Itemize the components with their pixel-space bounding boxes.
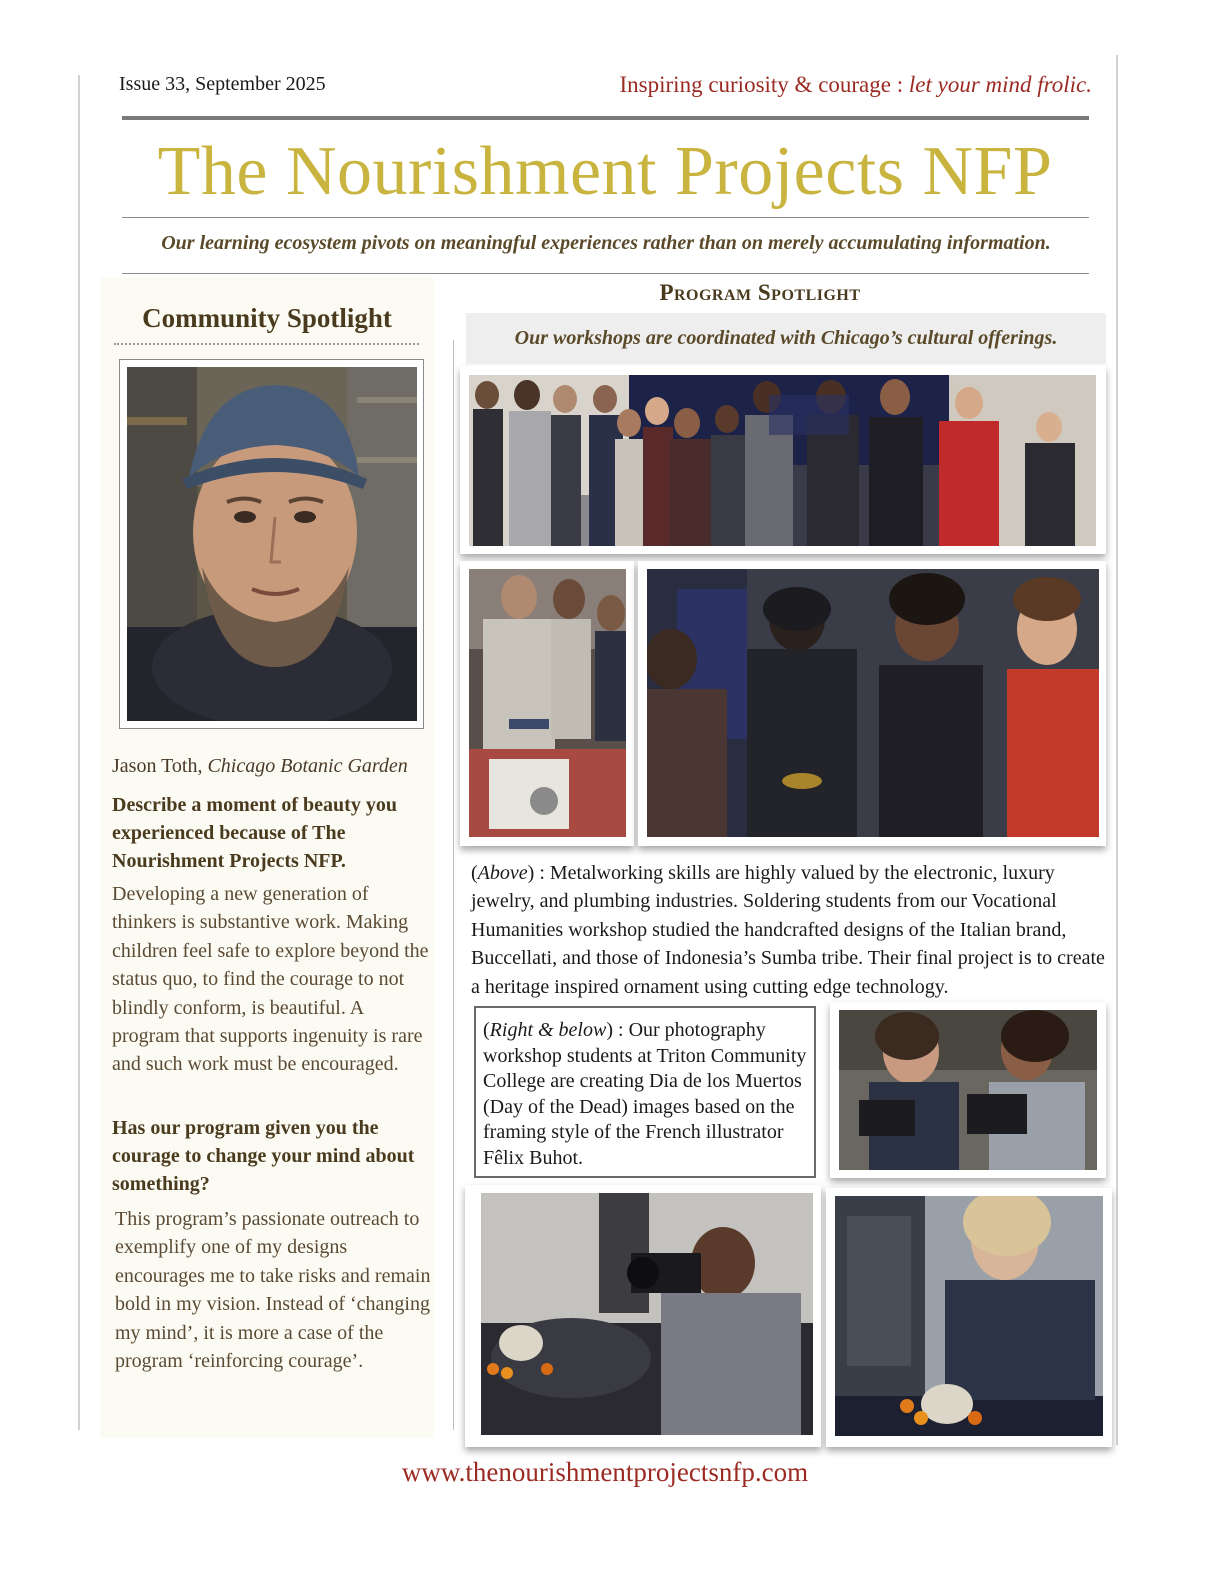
group-photo	[469, 375, 1096, 546]
community-spotlight-title: Community Spotlight	[142, 303, 392, 333]
interviewee-person: Jason Toth,	[112, 755, 203, 777]
mission-rule	[122, 273, 1089, 274]
caption-above-label: Above	[477, 862, 528, 884]
caption-right-below: (Right & below) : Our photography workshop students at Triton Community College are creating Dia de los Muertos (Day of the Dead) images based on the framing style of the French illustrator Fêlix Buhot.	[483, 1019, 807, 1169]
tagline	[620, 72, 1092, 98]
program-spotlight-title: Program Spotlight	[659, 280, 861, 305]
interviewee-name	[112, 755, 408, 778]
header-top-rule	[122, 116, 1089, 120]
solder-photo-left	[469, 569, 626, 837]
title-rule	[122, 217, 1089, 218]
question-1: Describe a moment of beauty you experienced because of The Nourishment Projects NFP.	[112, 794, 397, 872]
column-divider	[453, 340, 454, 1430]
dotted-divider	[114, 343, 419, 345]
tagline-italic: let your mind frolic.	[908, 72, 1092, 97]
interviewee-org: Chicago Botanic Garden	[207, 755, 408, 777]
question-2: Has our program given you the courage to change your mind about something?	[112, 1117, 415, 1195]
newsletter-title: The Nourishment Projects NFP	[157, 133, 1053, 210]
mission-statement: Our learning ecosystem pivots on meaningful experiences rather than on merely accumulating information.	[161, 232, 1051, 254]
caption-above: (Above) : Metalworking skills are highly valued by the electronic, luxury jewelry, and plumbing industries. Soldering students from our Vocational Humanities workshop studied the handcrafted designs of the Italian brand, Buccellati, and those of Indonesia’s Sumba tribe. Their final project is to create a heritage inspired ornament using cutting edge technology.	[471, 862, 1105, 998]
answer-1: Developing a new generation of thinkers is substantive work. Making children feel safe to explore beyond the status quo, to find the courage to not blindly conform, is beautiful. A program that supports ingenuity is rare and such work must be encouraged.	[112, 883, 429, 1076]
caption-right-label: Right & below	[489, 1019, 607, 1041]
portrait-photo	[127, 367, 417, 721]
issue-date: Issue 33, September 2025	[119, 73, 326, 95]
right-border-line	[1116, 55, 1118, 1445]
answer-2: This program’s passionate outreach to exemplify one of my designs encourages me to take risks and remain bold in my vision. Instead of ‘changing my mind’, it is more a case of the program ‘reinforcing courage’.	[115, 1208, 431, 1373]
photo-workshop-2	[481, 1193, 813, 1435]
solder-photo-right	[647, 569, 1099, 837]
caption-right-text: Our photography workshop students at Triton Community College are creating Dia de los Muertos (Day of the Dead) images based on the framing style of the French illustrator Fêlix Buhot.	[483, 1019, 807, 1169]
photo-workshop-1	[839, 1010, 1097, 1170]
tagline-main: Inspiring curiosity & courage :	[619, 72, 909, 97]
program-subtitle: Our workshops are coordinated with Chicago’s cultural offerings.	[514, 327, 1058, 349]
photo-workshop-3	[835, 1196, 1103, 1436]
left-border-line	[78, 75, 80, 1430]
website-url[interactable]: www.thenourishmentprojectsnfp.com	[401, 1457, 809, 1487]
caption-above-text: Metalworking skills are highly valued by the electronic, luxury jewelry, and plumbing industries. Soldering students from our Vocational Humanities workshop studied the handcrafted designs of the Italian brand, Buccellati, and those of Indonesia’s Sumba tribe. Their final project is to create a heritage inspired ornament using cutting edge technology.	[471, 862, 1105, 998]
